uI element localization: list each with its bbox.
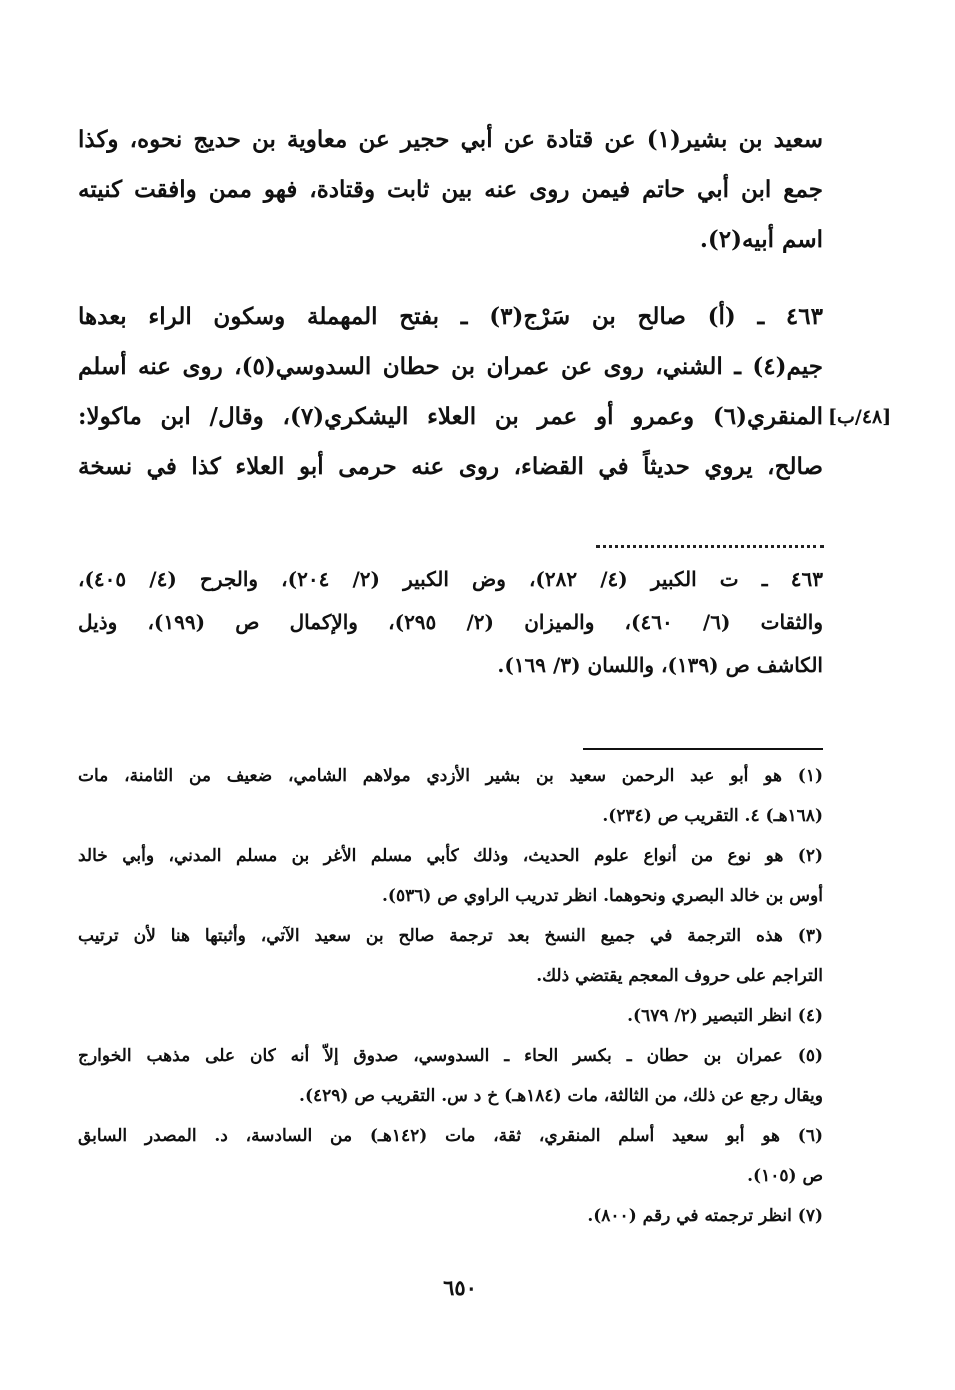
- footnote-line: (٢) هو نوع من أنواع علوم الحديث، وذلك كأبي مسلم الأغر بن مسلم المدني، وأبي خالد: [78, 846, 823, 866]
- manuscript-folio-note: [٤٨/ب]: [828, 406, 892, 428]
- footnote-separator: [583, 748, 823, 750]
- footnote-line: (١٦٨هـ) ٤. التقريب ص (٢٣٤).: [602, 806, 823, 826]
- main-text-line: جمع ابن أبي حاتم فيمن روى عنه بين ثابت وقتادة، فهو ممن وافقت كنيته: [78, 176, 823, 203]
- footnote-line: أوس بن خالد البصري ونحوهما. انظر تدريب الراوي ص (٥٣٦).: [381, 886, 823, 906]
- main-text-line: اسم أبيه(٢).: [699, 226, 823, 253]
- dotted-separator: [596, 545, 824, 548]
- footnote-line: (٤) انظر التبصير (٢/ ٦٧٩).: [627, 1006, 823, 1026]
- footnote-line: ويقال رجع عن ذلك، من الثالثة، مات (١٨٤هـ) خ د س. التقريب ص (٤٢٩).: [299, 1086, 823, 1106]
- bibliography-line: ٤٦٣ ـ ت الكبير (٤/ ٢٨٢)، وض الكبير (٢/ ٢٠٤)، والجرح (٤/ ٤٠٥)،: [78, 567, 823, 591]
- footnote-line: (٧) انظر ترجمته في رقم (٨٠٠).: [587, 1206, 823, 1226]
- bibliography-line: الكاشف ص (١٣٩)، واللسان (٣/ ١٦٩).: [497, 653, 823, 677]
- bibliography-line: والثقات (٦/ ٤٦٠)، والميزان (٢/ ٢٩٥)، والإكمال ص (١٩٩)، وذيل: [78, 610, 823, 634]
- main-text-line: جيم(٤) ـ الشني، روى عن عمران بن حطان السدوسي(٥)، روى عنه أسلم: [78, 353, 823, 380]
- main-text-line: المنقري(٦) وعمرو أو عمر بن العلاء اليشكري(٧)، وقال/ ابن ماكولا:: [78, 403, 823, 430]
- footnote-line: (٣) هذه الترجمة في جميع النسخ بعد ترجمة صالح بن سعيد الآتي، وأثبتها هنا لأن ترتيب: [78, 926, 823, 946]
- footnote-line: (٥) عمران بن حطان ـ بكسر الحاء ـ السدوسي، صدوق إلاّ أنه كان على مذهب الخوارج: [78, 1046, 823, 1066]
- page-number: ٦٥٠: [443, 1275, 477, 1300]
- main-text-line: صالح، يروي حديثاً في القضاء، روى عنه حرمى أبو العلاء كذا في نسخة: [78, 453, 823, 480]
- footnote-line: (١) هو أبو عبد الرحمن سعيد بن بشير الأزدي مولاهم الشامي، ضعيف من الثامنة، مات: [78, 766, 823, 786]
- entry-heading-line: ٤٦٣ ـ (أ) صالح بن سَرْج(٣) ـ بفتح المهملة وسكون الراء بعدها: [78, 303, 823, 330]
- footnote-line: التراجم على حروف المعجم يقتضي ذلك.: [536, 966, 823, 986]
- footnote-line: ص (١٠٥).: [747, 1166, 823, 1186]
- main-text-line: سعيد بن بشير(١) عن قتادة عن أبي حجير عن معاوية بن حديج نحوه، وكذا: [78, 126, 823, 153]
- footnote-line: (٦) هو أبو سعيد أسلم المنقري، ثقة، مات (١٤٢هـ) من السادسة، د. المصدر السابق: [78, 1126, 823, 1146]
